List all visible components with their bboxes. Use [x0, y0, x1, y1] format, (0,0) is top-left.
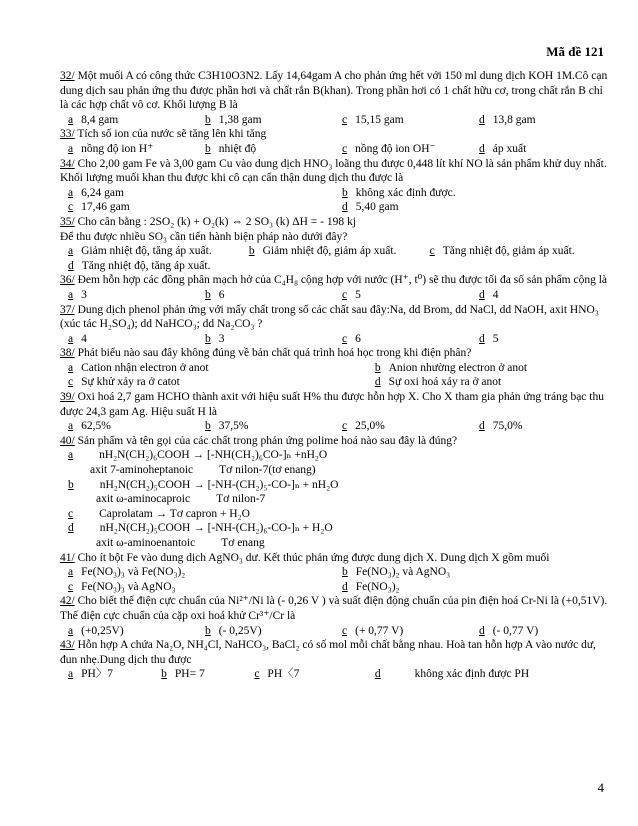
question-text: Cho ít bột Fe vào dung dịch AgNO₃ dư. Kết thúc phản ứng được dung dịch X. Dung dịch X gồm muối [74, 551, 550, 564]
option-a[interactable]: a PH〉7 [68, 668, 114, 681]
question-39 [60, 390, 608, 419]
option-b[interactable]: b Fe(NO₃)₂ và AgNO₃ [342, 566, 451, 579]
option-a[interactable]: a 3 [68, 288, 87, 301]
option-a[interactable]: a (+0,25V) [68, 624, 124, 637]
question-text: Tích số ion của nước sẽ tăng lên khi tăng [74, 128, 267, 141]
question-number: 37/ [60, 303, 75, 316]
options-40 [60, 448, 608, 550]
question-text: Đem hỗn hợp các đồng phân mạch hở của C₄H₈ cộng hợp với nước (H⁺, t⁰) sẽ thu được tối đa số sản phẩm cộng là [74, 274, 608, 287]
question-text: Cho cân bằng : 2SO₂ (k) + O₂(k) ⇔ 2 SO₃ (k) ΔH = - 198 kj [74, 215, 356, 228]
option-c[interactable]: c 15,15 gam [342, 113, 404, 126]
question-35 [60, 215, 608, 230]
option-b[interactable]: b không xác định được. [342, 186, 456, 199]
option-c[interactable]: c 17,46 gam [68, 201, 130, 214]
question-text: Một muối A có công thức C3H10O3N2. Lấy 14,64gam A cho phản ứng hết với 150 ml dung dịch KOH 1M.Cô cạn dung dịch sau phản ứng thu được phần hơi và chất rắn B(khan). Trong phần hơi có 1 chất hữu cơ, trong chất rắn B chỉ là các hợp chất vô cơ. Khối lượng B là [60, 70, 608, 112]
option-c[interactable]: c PH〈7 [254, 668, 300, 681]
question-number: 40/ [60, 434, 75, 447]
question-number: 36/ [60, 274, 75, 287]
option-b[interactable]: b nhiệt độ [205, 142, 257, 155]
option-a[interactable]: a nH₂N(CH₂)₆COOH → [-NH(CH₂)₆CO-]ₙ +nH₂O [68, 449, 328, 462]
option-c[interactable]: c (+ 0,77 V) [342, 624, 404, 637]
question-text: Dung dịch phenol phản ứng với mấy chất trong số các chất sau đây:Na, dd Brom, dd NaCl, dd NaOH, axit HNO₃ (xúc tác H₂SO₄); dd NaHCO₃; dd Na₂CO₃ ? [60, 303, 599, 331]
question-36 [60, 273, 608, 288]
question-number: 42/ [60, 595, 75, 608]
question-33 [60, 127, 608, 142]
options-42 [60, 624, 608, 639]
options-39 [60, 419, 608, 434]
question-text: Oxi hoá 2,7 gam HCHO thành axit với hiệu suất H% thu được hỗn hợp X. Cho X tham gia phản ứng tráng bạc thu được 24,3 gam Ag. Hiệu suất H là [60, 391, 604, 418]
question-number: 33/ [60, 128, 75, 141]
question-list [60, 69, 608, 682]
option-b[interactable]: b Anion nhường electron ở anot [374, 361, 528, 374]
options-43 [60, 667, 608, 682]
option-b[interactable]: b nH₂N(CH₂)₅COOH → [-NH-(CH₂)₅-CO-]ₙ + nH₂O [68, 478, 339, 491]
option-a[interactable]: a 62,5% [68, 420, 111, 433]
option-d[interactable]: d (- 0,77 V) [479, 624, 539, 637]
option-c[interactable]: c Caprolatam → Tơ capron + H₂O [68, 507, 250, 520]
option-b[interactable]: b 3 [205, 332, 225, 345]
option-b[interactable]: b 6 [205, 288, 225, 301]
option-d[interactable]: d Tăng nhiệt độ, tăng áp xuất. [68, 259, 211, 272]
question-35-prompt: Để thu được nhiều SO₃ cần tiến hành biện pháp nào dưới đây? [60, 230, 348, 243]
page-number: 4 [597, 780, 604, 795]
options-41 [60, 565, 608, 594]
option-a[interactable]: a 8,4 gam [68, 113, 119, 126]
option-d[interactable]: d 5 [479, 332, 499, 345]
option-d[interactable]: d Fe(NO₃)₂ [342, 580, 400, 593]
option-b[interactable]: b PH= 7 [161, 668, 205, 681]
options-33 [60, 142, 608, 157]
question-number: 38/ [60, 347, 75, 360]
option-c[interactable]: c Tăng nhiệt độ, giảm áp xuất. [429, 245, 575, 258]
question-number: 35/ [60, 215, 75, 228]
question-number: 41/ [60, 551, 75, 564]
question-43 [60, 638, 608, 667]
option-c[interactable]: c 25,0% [342, 420, 385, 433]
option-c[interactable]: c Sự khử xảy ra ở catot [68, 376, 180, 389]
option-d[interactable]: d 5,40 gam [342, 201, 399, 214]
question-text: Cho biết thế điện cực chuẩn của Ni²⁺/Ni là (- 0,26 V ) và suất điện động chuẩn của pin điện hoá Cr-Ni là (+0,51V). Thế điện cực chuẩn của cặp oxi hoá khử Cr³⁺/Cr là [60, 595, 608, 622]
option-c[interactable]: c 5 [342, 288, 361, 301]
option-a[interactable]: a Giảm nhiệt độ, tăng áp xuất. [68, 245, 212, 258]
options-34 [60, 186, 608, 215]
option-a[interactable]: a 6,24 gam [68, 186, 124, 199]
question-41 [60, 551, 608, 566]
option-c[interactable]: c nồng độ ion OH⁻ [342, 142, 436, 155]
option-d[interactable]: d 13,8 gam [479, 113, 536, 126]
option-d[interactable]: d nH₂N(CH₂)₅COOH → [-NH-(CH₂)₆-CO-]ₙ + H₂O [68, 522, 333, 535]
option-b[interactable]: b (- 0,25V) [205, 624, 262, 637]
option-a-names: axit 7-aminoheptanoic Tơ nilon-7(tơ enang) [90, 464, 316, 477]
option-c[interactable]: c 6 [342, 332, 361, 345]
option-a[interactable]: a Fe(NO₃)₃ và Fe(NO₃)₂ [68, 566, 186, 579]
question-38 [60, 346, 608, 361]
question-37 [60, 303, 608, 332]
option-b[interactable]: b Giảm nhiệt độ, giảm áp xuất. [248, 245, 397, 258]
question-number: 32/ [60, 70, 75, 82]
option-d[interactable]: d không xác định được PH [374, 668, 530, 681]
option-d[interactable]: d 4 [479, 288, 499, 301]
option-d[interactable]: d áp xuất [479, 142, 527, 155]
exam-code: Mã đề 121 [546, 44, 604, 59]
question-text: Sản phẩm và tên gọi của các chất trong phản ứng polime hoá nào sau đây là đúng? [74, 434, 458, 447]
question-text: Hỗn hợp A chứa Na₂O, NH₄Cl, NaHCO₃, BaCl₂ có số mol mỗi chất bằng nhau. Hoà tan hỗn hợp A vào nước dư, đun nhẹ.Dung dịch thu được [60, 639, 596, 666]
option-b-names: axit ω-aminocaproic Tơ nilon-7 [96, 493, 266, 506]
options-38 [60, 361, 608, 390]
question-34 [60, 157, 608, 186]
options-35 [60, 244, 608, 273]
option-b[interactable]: b 37,5% [205, 420, 249, 433]
options-36 [60, 288, 608, 303]
options-37 [60, 332, 608, 347]
option-a[interactable]: a Cation nhận electron ở anot [68, 361, 209, 374]
question-number: 43/ [60, 639, 75, 652]
question-number: 34/ [60, 157, 75, 170]
option-c[interactable]: c Fe(NO₃)₃ và AgNO₃ [68, 580, 176, 593]
question-42 [60, 594, 608, 623]
question-text: Cho 2,00 gam Fe và 3,00 gam Cu vào dung dịch HNO₃ loãng thu được 0,448 lít khí NO là sản phẩm khử duy nhất. Khối lượng muối khan thu được khi cô cạn cẩn thận dung dịch thu được là [60, 157, 607, 185]
question-number: 39/ [60, 391, 75, 404]
options-32 [60, 113, 608, 128]
question-text: Phát biểu nào sau đây không đúng về bản chất quá trình hoá học trong khi điện phân? [74, 347, 472, 360]
option-b[interactable]: b 1,38 gam [205, 113, 262, 126]
option-d-names: axit ω-aminoenantoic Tơ enang [96, 537, 265, 549]
option-d[interactable]: d 75,0% [479, 420, 523, 433]
question-32 [60, 69, 608, 113]
question-40 [60, 434, 608, 449]
option-d[interactable]: d Sự oxi hoá xảy ra ở anot [374, 376, 502, 389]
option-a[interactable]: a 4 [68, 332, 87, 345]
option-a[interactable]: a nồng độ ion H⁺ [68, 142, 154, 155]
